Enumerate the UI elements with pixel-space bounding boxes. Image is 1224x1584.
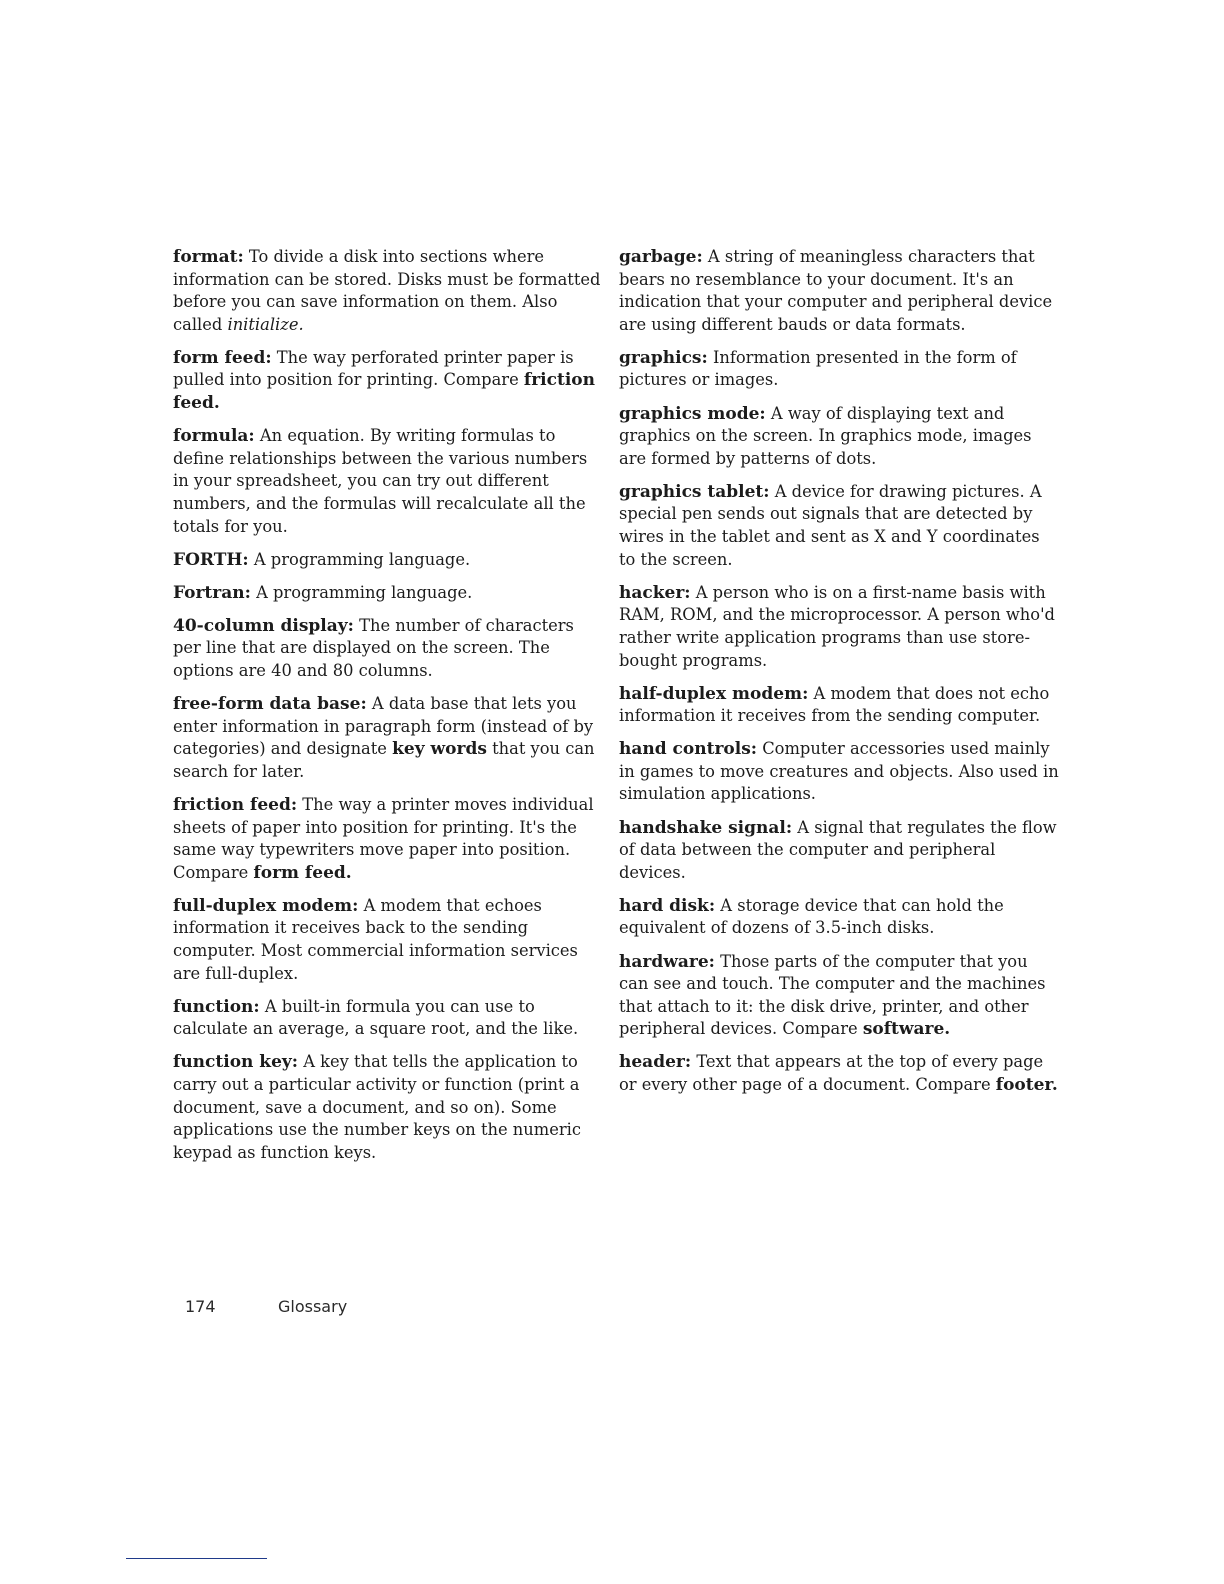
definition-function: A built-in formula you can use to calculate an average, a square root, and the like. <box>173 996 579 1039</box>
definition-graphics: Information presented in the form of pictures or images. <box>619 347 1017 390</box>
entry-forth <box>173 549 603 572</box>
entry-friction-feed <box>173 794 603 884</box>
definition-hacker: A person who is on a first-name basis with RAM, ROM, and the microprocessor. A person who'd rather write application programs than use store-bought programs. <box>619 582 1055 670</box>
term-free-form-data-base: free-form data base: <box>173 694 367 715</box>
entry-function <box>173 996 603 1041</box>
compare-form-feed: form feed. <box>253 862 352 883</box>
entry-free-form-data-base <box>173 693 603 783</box>
term-friction-feed: friction feed: <box>173 794 298 815</box>
definition-half-duplex-modem: A modem that does not echo information it receives from the sending computer. <box>619 683 1050 726</box>
compare-software: software. <box>862 1019 951 1040</box>
definition-format: To divide a disk into sections where information can be stored. Disks must be formatted before you can save information on them. Also called <box>173 247 601 334</box>
term-garbage: garbage: <box>619 247 703 267</box>
see-also-initialize: initialize. <box>227 314 304 334</box>
term-full-duplex-modem: full-duplex modem: <box>173 895 359 916</box>
definition-fortran: A programming language. <box>250 582 473 602</box>
definition-forth: A programming language. <box>248 549 471 569</box>
entry-header <box>619 1051 1059 1096</box>
entry-graphics <box>619 347 1059 392</box>
bottom-rule <box>126 1558 267 1559</box>
glossary-column-right <box>619 246 1059 1107</box>
term-40-column-display: 40-column display: <box>173 615 354 636</box>
entry-handshake-signal <box>619 817 1059 885</box>
entry-40-column-display <box>173 615 603 683</box>
ref-key-words: key words <box>392 739 487 760</box>
entry-hardware <box>619 951 1059 1041</box>
definition-full-duplex-modem: A modem that echoes information it receives back to the sending computer. Most commercial information services are full-duplex. <box>173 895 578 983</box>
entry-graphics-mode <box>619 403 1059 471</box>
entry-garbage <box>619 246 1059 336</box>
term-hacker: hacker: <box>619 582 691 603</box>
term-graphics-tablet: graphics tablet: <box>619 481 770 502</box>
definition-formula: An equation. By writing formulas to define relationships between the various numbers in your spreadsheet, you can try out different numbers, and the formulas will recalculate all the totals for you. <box>173 426 588 536</box>
entry-form-feed <box>173 347 603 415</box>
entry-half-duplex-modem <box>619 683 1059 728</box>
term-form-feed: form feed: <box>173 347 272 368</box>
definition-graphics-tablet: A device for drawing pictures. A special pen sends out signals that are detected by wires in the tablet and sent as X and Y coordinates to the screen. <box>619 481 1042 569</box>
term-hard-disk: hard disk: <box>619 895 716 916</box>
term-format: format: <box>173 247 244 267</box>
term-handshake-signal: handshake signal: <box>619 817 793 838</box>
definition-friction-feed: The way a printer moves individual sheets of paper into position for printing. It's the same way typewriters move paper into position. Compare <box>173 794 594 882</box>
entry-hard-disk <box>619 895 1059 940</box>
section-name: Glossary <box>278 1297 348 1316</box>
term-half-duplex-modem: half-duplex modem: <box>619 683 809 704</box>
definition-free-form-data-base-end: that you can search for later. <box>173 739 595 781</box>
definition-free-form-data-base: A data base that lets you enter information in paragraph form (instead of by categories) and designate <box>173 694 594 759</box>
term-hand-controls: hand controls: <box>619 739 758 760</box>
definition-graphics-mode: A way of displaying text and graphics on the screen. In graphics mode, images are formed by patterns of dots. <box>619 403 1032 468</box>
entry-hacker <box>619 582 1059 672</box>
entry-formula <box>173 425 603 538</box>
term-header: header: <box>619 1052 692 1073</box>
definition-handshake-signal: A signal that regulates the flow of data between the computer and peripheral devices. <box>619 817 1057 882</box>
definition-hard-disk: A storage device that can hold the equivalent of dozens of 3.5-inch disks. <box>619 895 1004 938</box>
entry-full-duplex-modem <box>173 895 603 985</box>
entry-hand-controls <box>619 738 1059 806</box>
entry-format <box>173 246 603 336</box>
term-formula: formula: <box>173 426 255 447</box>
term-hardware: hardware: <box>619 951 715 972</box>
page-number: 174 <box>185 1297 216 1316</box>
definition-hardware: Those parts of the computer that you can see and touch. The computer and the machines that attach to it: the disk drive, printer, and other peripheral devices. Compare <box>619 951 1046 1039</box>
term-function-key: function key: <box>173 1052 299 1073</box>
term-function: function: <box>173 996 260 1017</box>
entry-fortran <box>173 582 603 605</box>
definition-hand-controls: Computer accessories used mainly in games to move creatures and objects. Also used in simulation applications. <box>619 739 1059 804</box>
term-fortran: Fortran: <box>173 582 251 603</box>
compare-footer: footer. <box>995 1075 1058 1095</box>
term-forth: FORTH: <box>173 549 249 570</box>
definition-40-column-display: The number of characters per line that are displayed on the screen. The options are 40 and 80 columns. <box>173 615 574 680</box>
term-graphics-mode: graphics mode: <box>619 403 766 424</box>
definition-function-key: A key that tells the application to carry out a particular activity or function (print a document, save a document, and so on). Some applications use the number keys on the numeric keypad as function keys. <box>173 1052 581 1162</box>
definition-header: Text that appears at the top of every page or every other page of a document. Compare <box>619 1052 1044 1094</box>
glossary-column-left <box>173 246 603 1175</box>
term-graphics: graphics: <box>619 347 708 368</box>
entry-function-key <box>173 1051 603 1164</box>
entry-graphics-tablet <box>619 481 1059 571</box>
definition-garbage: A string of meaningless characters that bears no resemblance to your document. It's an indication that your computer and peripheral device are using different bauds or data formats. <box>619 247 1053 334</box>
compare-friction-feed: friction feed. <box>173 370 595 414</box>
definition-form-feed: The way perforated printer paper is pulled into position for printing. Compare <box>173 347 574 390</box>
